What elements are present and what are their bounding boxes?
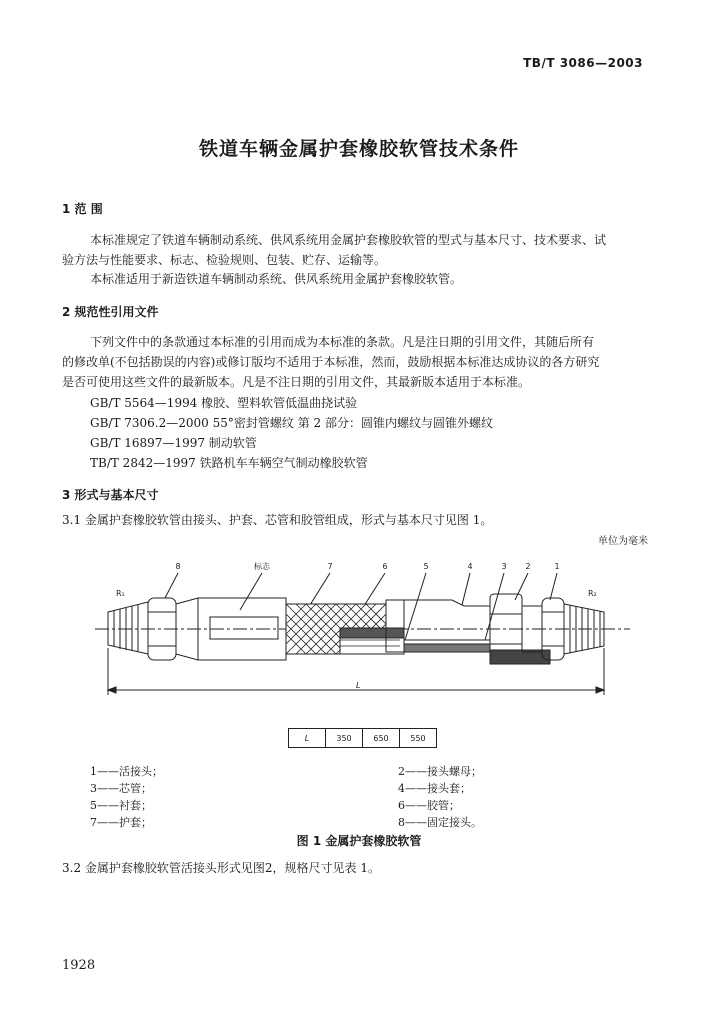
- callout-6: 6: [382, 562, 388, 571]
- callout-2: 2: [525, 562, 531, 571]
- legend-item: 7——护套；: [90, 816, 152, 829]
- radius-r1-label: R₁: [116, 589, 125, 598]
- section-1-para-1-line-2: 验方法与性能要求、标志、检验规则、包装、贮存、运输等。: [62, 253, 387, 267]
- length-table-cell: 550: [400, 729, 437, 748]
- legend-item: 1——活接头；: [90, 765, 163, 778]
- reference-item: GB/T 7306.2—2000 55°密封管螺纹 第 2 部分：圆锥内螺纹与圆锥外螺纹: [90, 416, 493, 430]
- callout-4: 4: [467, 562, 473, 571]
- section-1-heading: 1 范 围: [62, 202, 103, 216]
- length-table-cell: 650: [363, 729, 400, 748]
- section-3-heading: 3 形式与基本尺寸: [62, 488, 159, 502]
- document-title: 铁道车辆金属护套橡胶软管技术条件: [198, 138, 519, 160]
- standard-number: TB/T 3086—2003: [523, 56, 643, 70]
- length-table-header: L: [289, 729, 326, 748]
- length-label: L: [356, 681, 361, 690]
- length-table-cell: 350: [326, 729, 363, 748]
- legend-item: 5——衬套；: [90, 799, 152, 812]
- reference-item: TB/T 2842—1997 铁路机车车辆空气制动橡胶软管: [90, 456, 368, 470]
- legend-item: 8——固定接头。: [398, 816, 482, 829]
- reference-item: GB/T 16897—1997 制动软管: [90, 436, 257, 450]
- callout-8: 8: [175, 562, 181, 571]
- legend-item: 4——接头套；: [398, 782, 471, 795]
- section-2-para-line-2: 的修改单(不包括勘误的内容)或修订版均不适用于本标准，然而，鼓励根据本标准达成协议的各方研究: [62, 355, 600, 369]
- reference-item: GB/T 5564—1994 橡胶、塑料软管低温曲挠试验: [90, 396, 358, 410]
- length-table: [288, 728, 437, 748]
- legend-item: 3——芯管；: [90, 782, 152, 795]
- legend-item: 6——胶管；: [398, 799, 460, 812]
- page-number: 1928: [62, 958, 96, 973]
- section-3-1-text: 3.1 金属护套橡胶软管由接头、护套、芯管和胶管组成，形式与基本尺寸见图 1。: [62, 513, 493, 527]
- unit-note: 单位为毫米: [598, 536, 648, 547]
- section-2-para-line-1: 下列文件中的条款通过本标准的引用而成为本标准的条款。凡是注日期的引用文件，其随后所有: [90, 335, 595, 349]
- callout-7: 7: [327, 562, 333, 571]
- legend-item: 2——接头螺母；: [398, 765, 482, 778]
- section-3-2-text: 3.2 金属护套橡胶软管活接头形式见图2，规格尺寸见表 1。: [62, 861, 380, 875]
- section-2-heading: 2 规范性引用文件: [62, 305, 159, 319]
- radius-r2-label: R₂: [588, 589, 597, 598]
- callout-5: 5: [423, 562, 429, 571]
- section-1-para-1-line-1: 本标准规定了铁道车辆制动系统、供风系统用金属护套橡胶软管的型式与基本尺寸、技术要求、试: [90, 233, 607, 247]
- callout-3: 3: [501, 562, 507, 571]
- callout-mark: 标志: [254, 562, 270, 571]
- section-2-para-line-3: 是否可使用这些文件的最新版本。凡是不注日期的引用文件，其最新版本适用于本标准。: [62, 375, 531, 389]
- section-1-para-2: 本标准适用于新造铁道车辆制动系统、供风系统用金属护套橡胶软管。: [90, 272, 463, 286]
- callout-1: 1: [554, 562, 560, 571]
- figure-caption: 图 1 金属护套橡胶软管: [296, 834, 422, 848]
